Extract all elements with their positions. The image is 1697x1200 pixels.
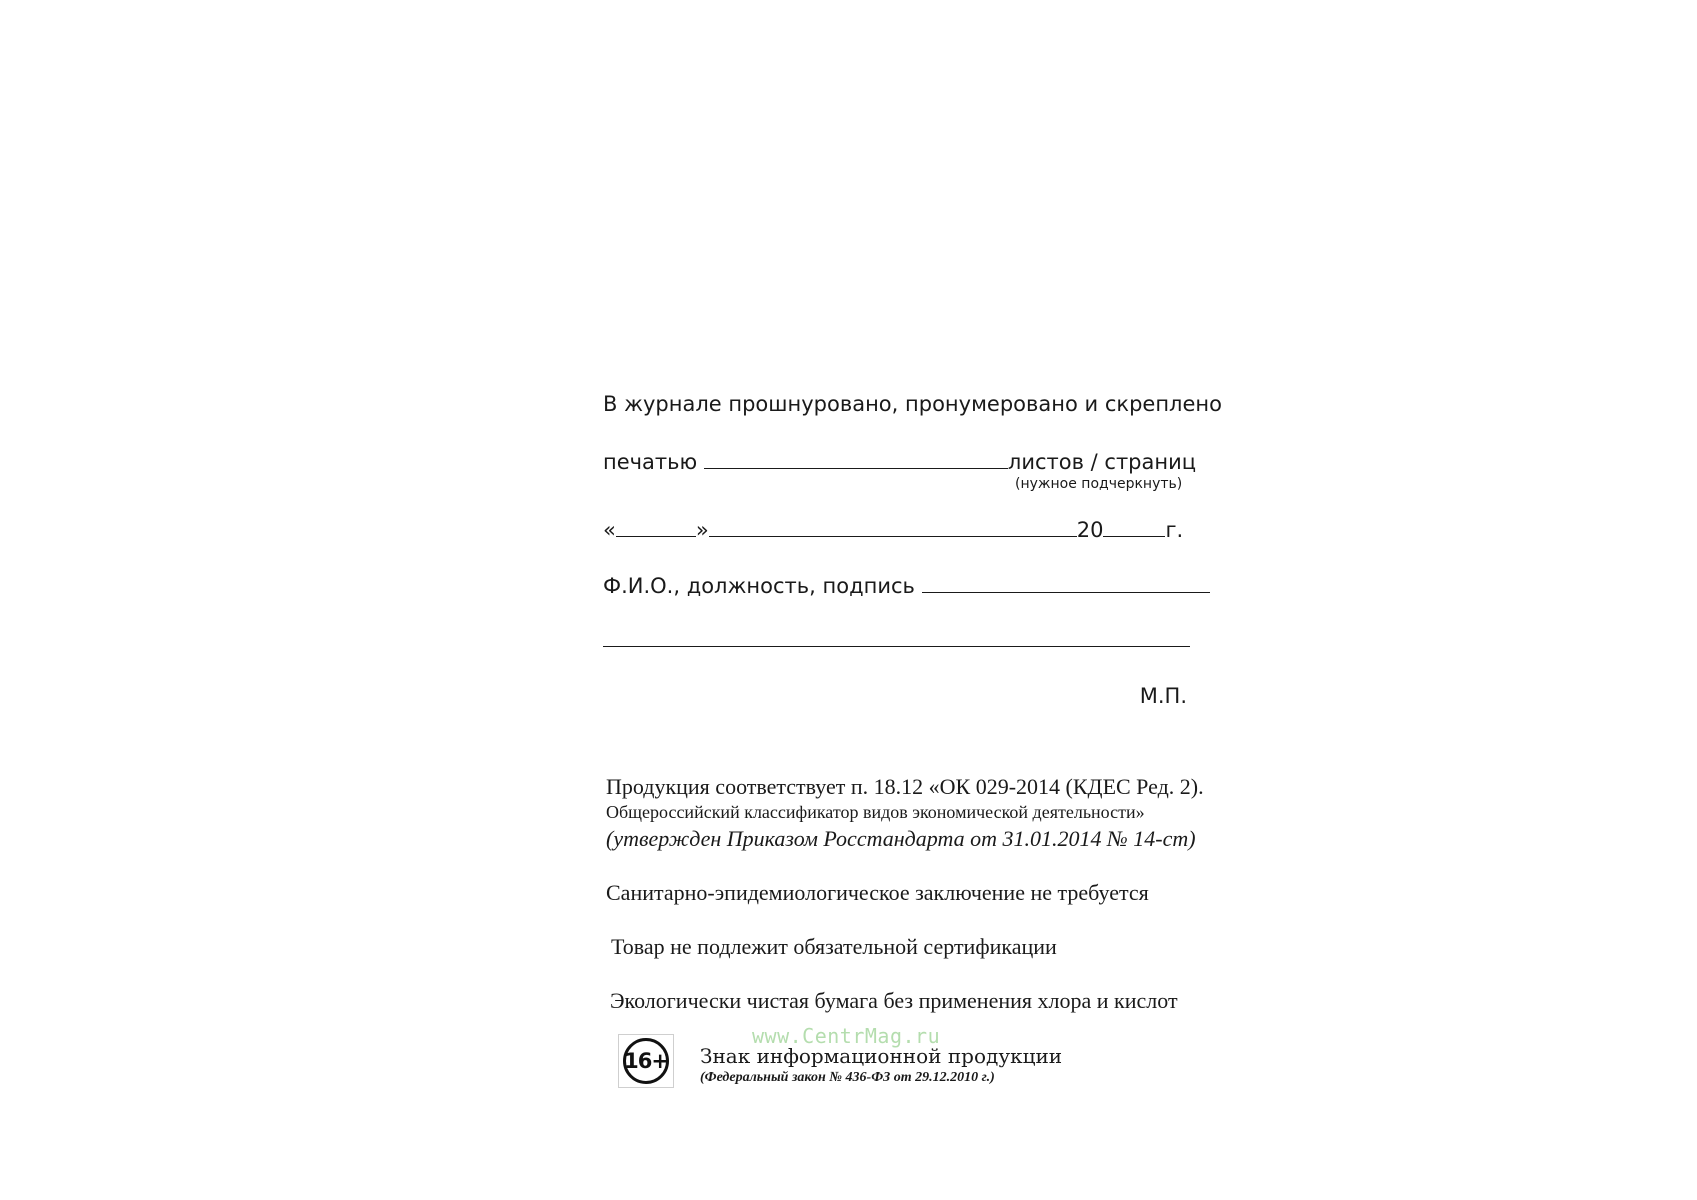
year-suffix: г. bbox=[1165, 518, 1184, 542]
signature-label: Ф.И.О., должность, подпись bbox=[603, 574, 915, 598]
sheets-suffix: листов / страниц bbox=[1007, 450, 1197, 474]
classification-line-2: Общероссийский классификатор видов экономической деятельности» bbox=[606, 802, 1145, 822]
year-prefix: 20 bbox=[1076, 518, 1104, 542]
age-rating-icon bbox=[618, 1034, 674, 1088]
extra-signature-line bbox=[603, 646, 1190, 647]
form-line-1: В журнале прошнуровано, пронумеровано и скреплено bbox=[603, 392, 1222, 416]
month-blank bbox=[709, 516, 1077, 537]
watermark-text: www.CentrMag.ru bbox=[752, 1024, 941, 1048]
day-blank bbox=[616, 516, 696, 537]
date-open-quote: « bbox=[603, 518, 616, 542]
signature-blank bbox=[922, 572, 1210, 593]
age-mark-title: Знак информационной продукции bbox=[700, 1044, 1063, 1068]
ecology-note: Экологически чистая бумага без применения хлора и кислот bbox=[610, 988, 1178, 1013]
certification-note: Товар не подлежит обязательной сертификации bbox=[611, 934, 1057, 959]
form-line-sheets bbox=[603, 448, 1196, 474]
age-mark-law: (Федеральный закон № 436-ФЗ от 29.12.2010 г.) bbox=[700, 1070, 995, 1085]
stamp-place-label: М.П. bbox=[1139, 684, 1187, 708]
classification-line-1: Продукция соответствует п. 18.12 «ОК 029-2014 (КДЕС Ред. 2). bbox=[606, 774, 1204, 799]
classification-line-3: (утвержден Приказом Росстандарта от 31.01.2014 № 14-ст) bbox=[606, 826, 1196, 851]
age-rating-badge: 16+ bbox=[623, 1038, 669, 1084]
form-line-signature bbox=[603, 572, 1210, 598]
year-blank bbox=[1103, 516, 1165, 537]
sanitary-note: Санитарно-эпидемиологическое заключение не требуется bbox=[606, 880, 1149, 905]
date-close-quote: » bbox=[695, 518, 709, 542]
underline-hint: (нужное подчеркнуть) bbox=[1015, 476, 1183, 492]
sheets-prefix: печатью bbox=[603, 450, 698, 474]
form-line-date bbox=[603, 516, 1183, 542]
sheets-count-blank bbox=[704, 448, 1008, 469]
